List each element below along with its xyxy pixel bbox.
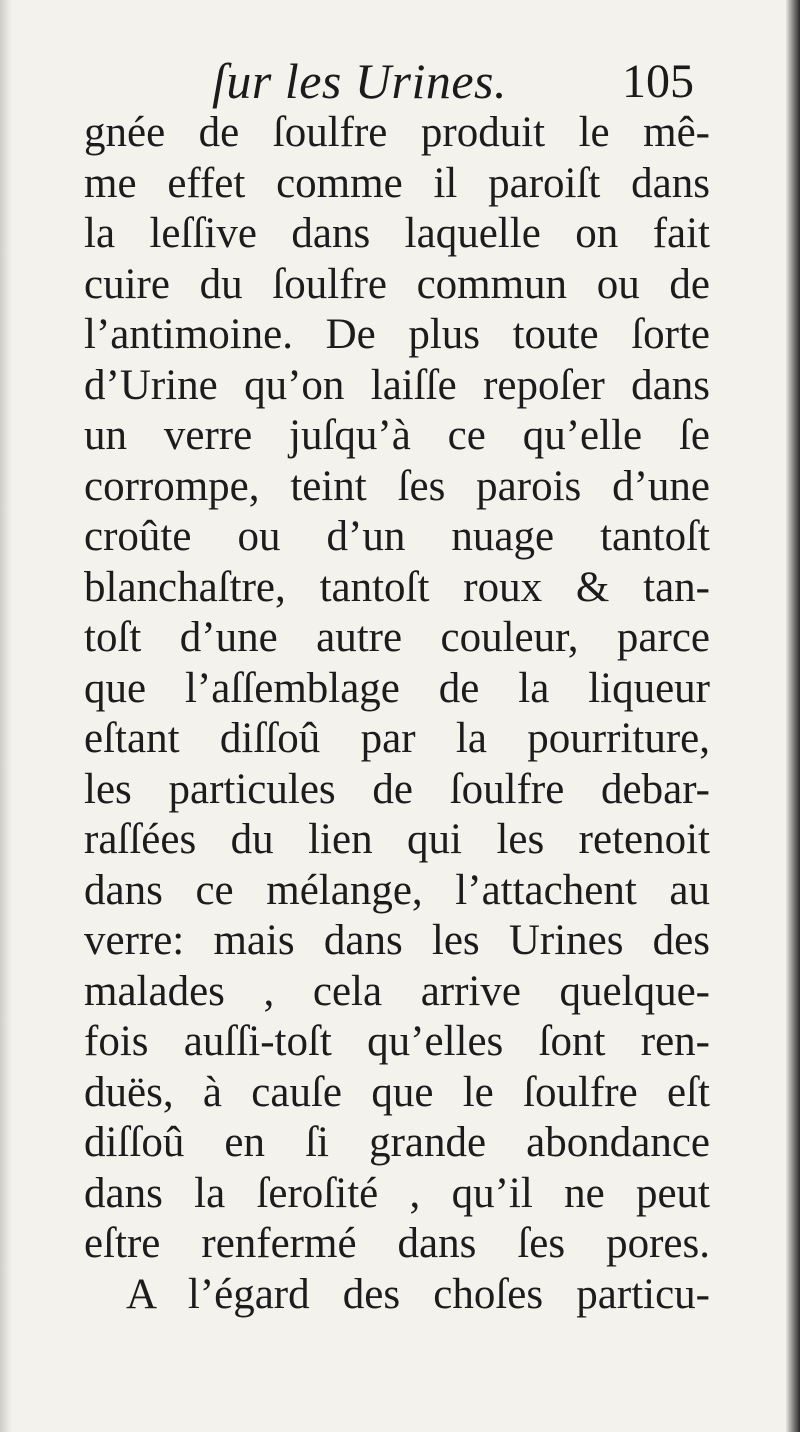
text-line: diſſoû en ſi grande abondance [84,1119,710,1166]
text-line: verre: mais dans les Urines des [84,917,710,964]
text-line: corrompe, teint ſes parois d’une [84,462,710,510]
body-text [84,108,710,1320]
text-line: toſt d’une autre couleur, parce [84,614,710,661]
text-line: gnée de ſoulfre produit le mê- [84,109,710,156]
text-line: fois auſſi-toſt qu’elles ſont ren- [84,1018,710,1065]
text-line: blanchaſtre, tantoſt roux & tan- [84,563,710,611]
text-line: A l’égard des choſes particu- [126,1270,710,1318]
text-line: eſtant diſſoû par la pourriture, [84,715,710,762]
text-line: croûte ou d’un nuage tantoſt [84,513,710,560]
text-line: les particules de ſoulfre debar- [84,765,710,813]
text-line: la leſſive dans laquelle on fait [84,210,710,257]
text-line: me effet comme il paroiſt dans [84,159,710,207]
text-line: d’Urine qu’on laiſſe repoſer dans [84,361,710,409]
text-line: malades , cela arrive quelque- [84,967,710,1015]
text-line: dans la ſeroſité , qu’il ne peut [84,1169,710,1217]
text-line: un verre juſqu’à ce qu’elle ſe [84,412,710,459]
page-number: 105 [622,55,694,108]
text-line: l’antimoine. De plus toute ſorte [84,311,710,358]
text-line: que l’aſſemblage de la liqueur [84,664,710,712]
page-left-edge [0,0,12,1432]
running-head: ſur les Urines. [212,53,507,109]
text-line: eſtre renfermé dans ſes pores. [84,1220,710,1267]
text-line: duës, à cauſe que le ſoulfre eſt [84,1068,710,1116]
text-line: cuire du ſoulfre commun ou de [84,260,710,308]
text-line: raſſées du lien qui les retenoit [84,816,710,863]
page-right-edge [786,0,800,1432]
text-line: dans ce mélange, l’attachent au [84,866,710,914]
